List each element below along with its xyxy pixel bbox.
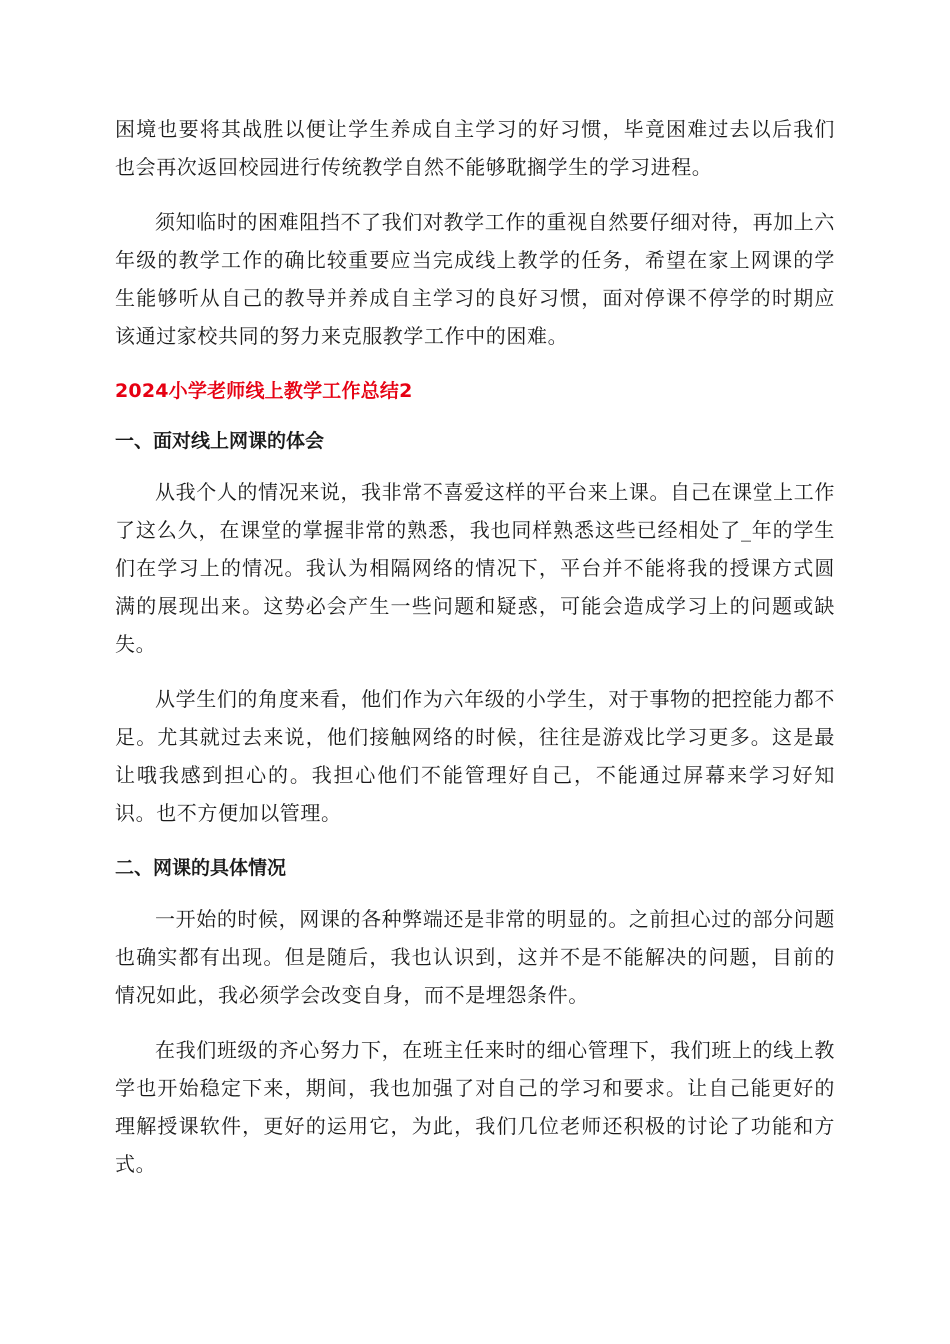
section2-paragraph-2: 在我们班级的齐心努力下，在班主任来时的细心管理下，我们班上的线上教学也开始稳定下来，期间，我也加强了对自己的学习和要求。让自己能更好的理解授课软件，更好的运用它，为此，我们几位老师还积极的讨论了功能和方式。: [115, 1038, 835, 1176]
document-page: [115, 110, 835, 1183]
section1-paragraph-1: 从我个人的情况来说，我非常不喜爱这样的平台来上课。自己在课堂上工作了这么久，在课堂的掌握非常的熟悉，我也同样熟悉这些已经相处了_年的学生们在学习上的情况。我认为相隔网络的情况下，平台并不能将我的授课方式圆满的展现出来。这势必会产生一些问题和疑惑，可能会造成学习上的问题或缺失。: [115, 480, 835, 656]
section1-paragraph-2: 从学生们的角度来看，他们作为六年级的小学生，对于事物的把控能力都不足。尤其就过去来说，他们接触网络的时候，往往是游戏比学习更多。这是最让哦我感到担心的。我担心他们不能管理好自己，不能通过屏幕来学习好知识。也不方便加以管理。: [115, 687, 835, 825]
section2-paragraph-1: 一开始的时候，网课的各种弊端还是非常的明显的。之前担心过的部分问题也确实都有出现。但是随后，我也认识到，这并不是不能解决的问题，目前的情况如此，我必须学会改变自身，而不是埋怨条件。: [115, 907, 835, 1007]
paragraph-difficulty: 须知临时的困难阻挡不了我们对教学工作的重视自然要仔细对待，再加上六年级的教学工作的确比较重要应当完成线上教学的任务，希望在家上网课的学生能够听从自己的教导并养成自主学习的良好习惯，面对停课不停学的时期应该通过家校共同的努力来克服教学工作中的困难。: [115, 210, 835, 348]
paragraph-continuation: 困境也要将其战胜以便让学生养成自主学习的好习惯，毕竟困难过去以后我们也会再次返回校园进行传统教学自然不能够耽搁学生的学习进程。: [115, 117, 835, 179]
article-title: 2024小学老师线上教学工作总结2: [115, 380, 413, 402]
section-heading-1: 一、面对线上网课的体会: [115, 430, 325, 452]
section-heading-2: 二、网课的具体情况: [115, 857, 287, 879]
